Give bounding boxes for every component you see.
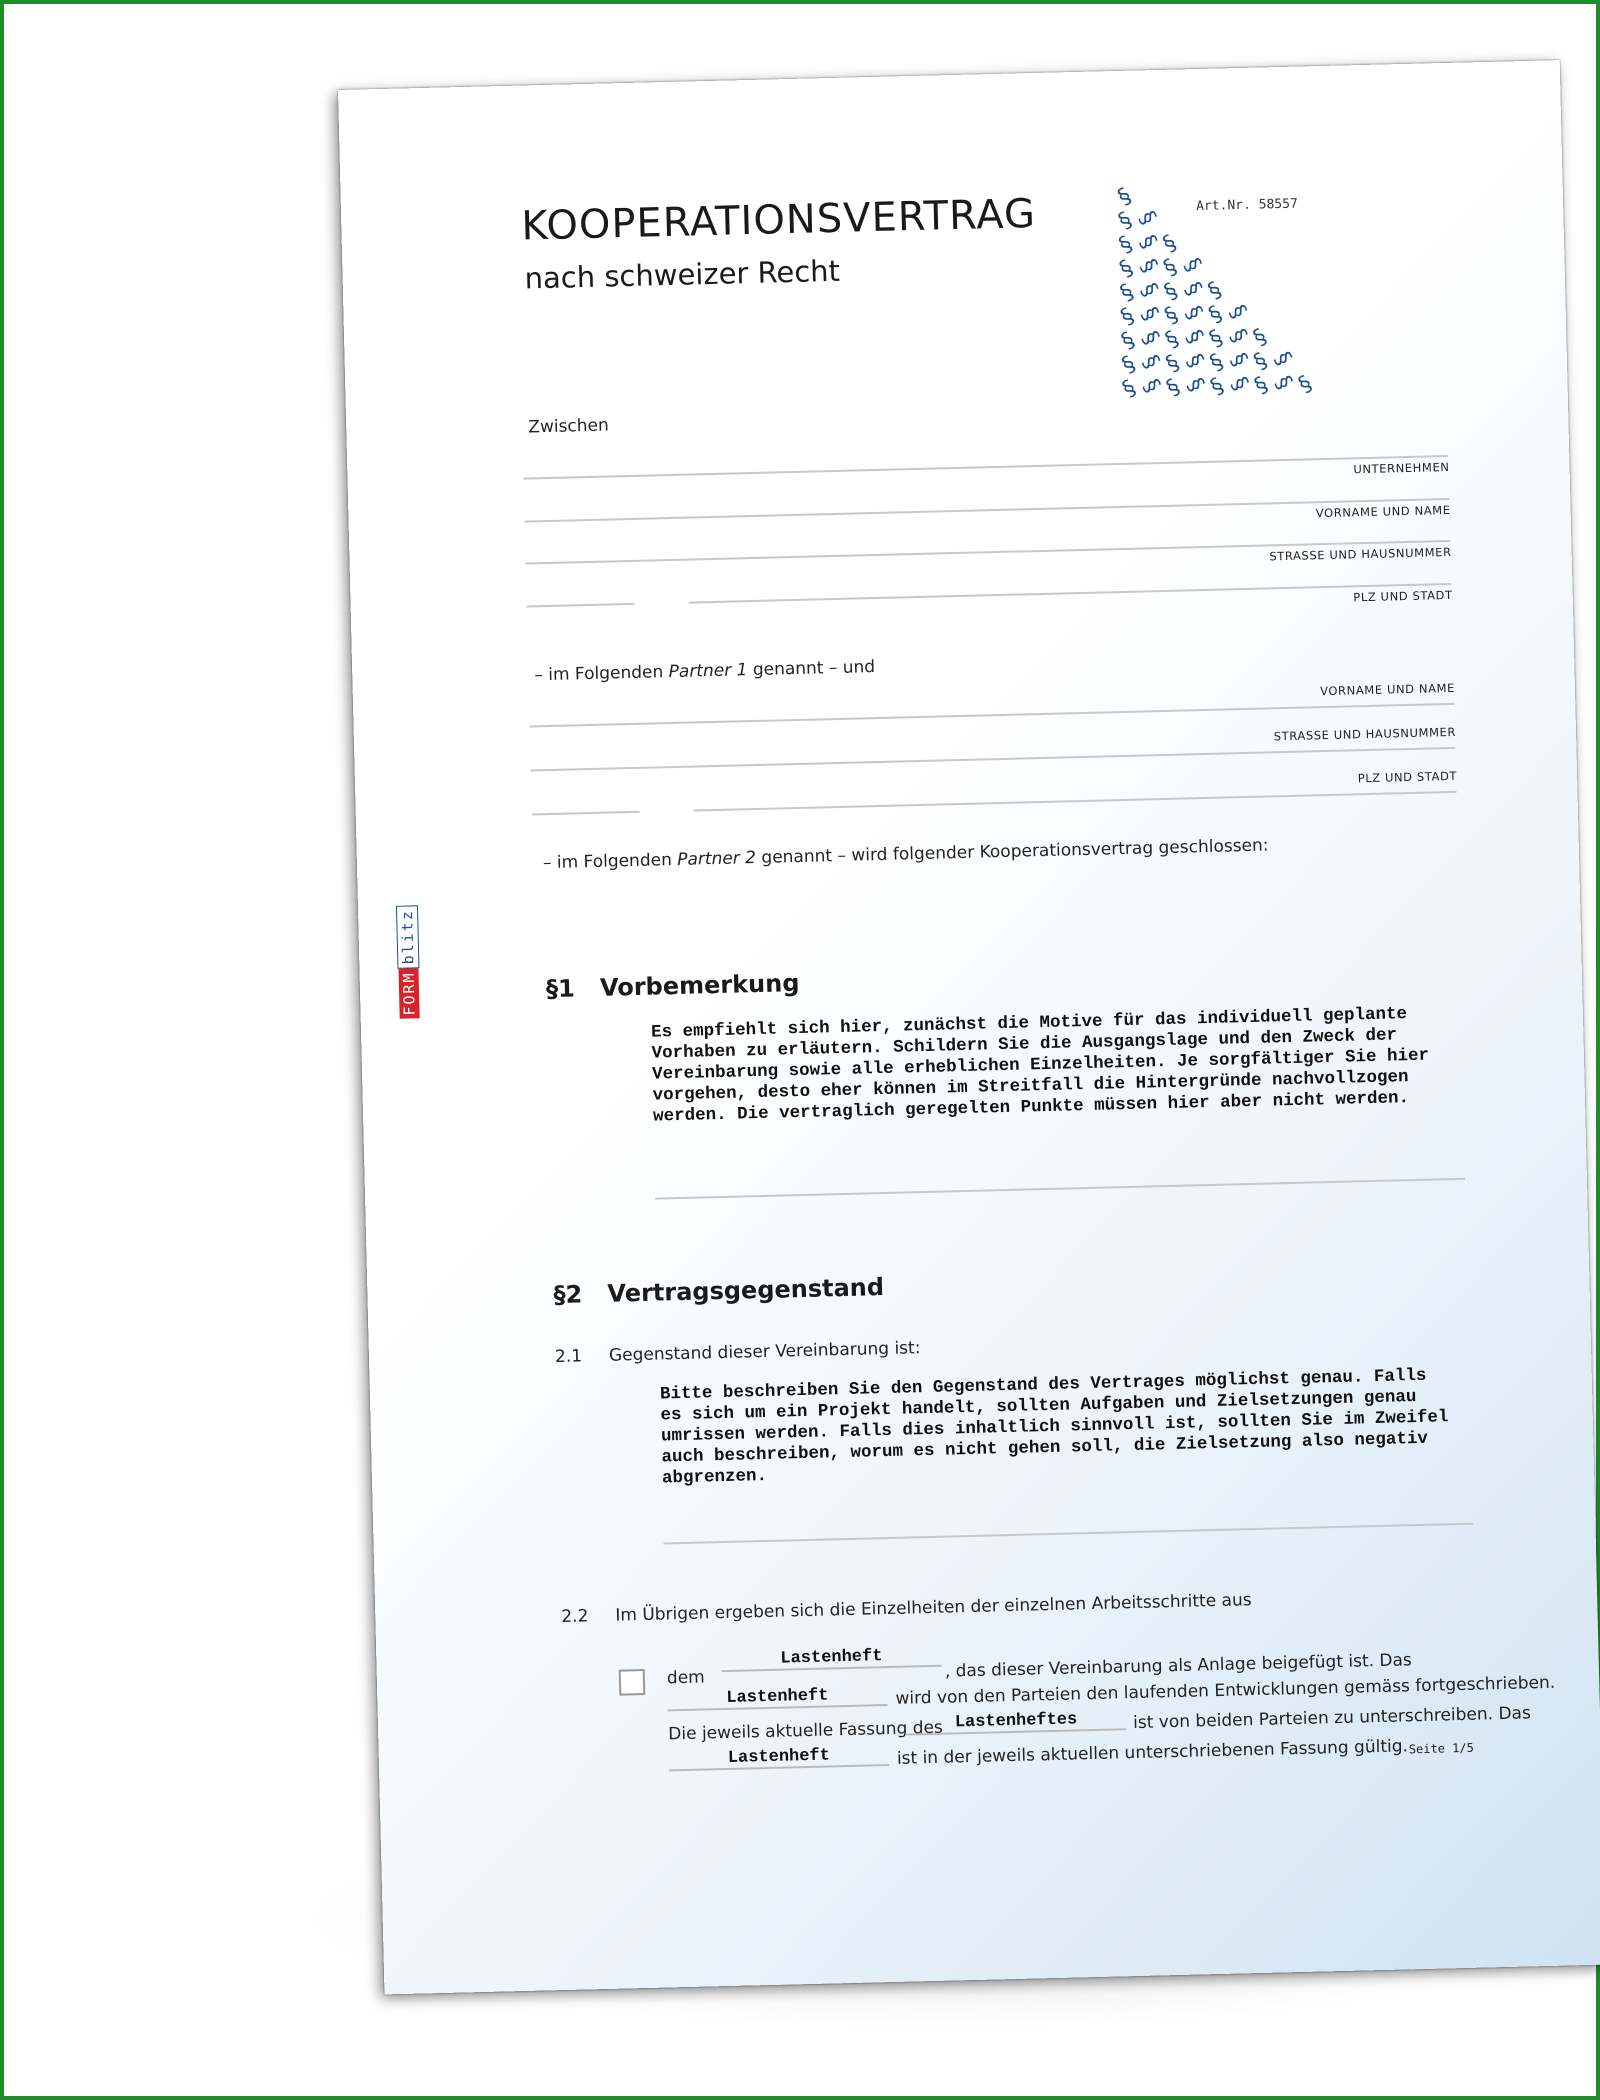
paragraph-glyph: § [1133, 207, 1161, 230]
paragraph-glyph: § [1158, 230, 1182, 258]
paragraph-glyph: § [1180, 325, 1208, 349]
paragraph-glyph: § [1137, 350, 1165, 374]
paragraph-glyph: § [1134, 231, 1162, 254]
clause-2-2-text-3b: ist von beiden Parteien zu unterschreiben. Das [1132, 1703, 1532, 1734]
field-line[interactable] [664, 1523, 1474, 1545]
paragraph-glyph: § [1181, 349, 1209, 373]
clause-2-2-dem: dem [666, 1667, 705, 1689]
clause-2-2-label: Im Übrigen ergeben sich die Einzelheiten der einzelnen Arbeitsschritte aus [615, 1590, 1252, 1626]
paragraph-glyph: § [1116, 303, 1139, 331]
section1-title: Vorbemerkung [599, 968, 800, 1002]
field-caption-zip-city: PLZ UND STADT [1353, 587, 1453, 605]
section2-title: Vertragsgegenstand [607, 1273, 885, 1308]
clause-2-2-text-3a: Die jeweils aktuelle Fassung des [668, 1717, 944, 1745]
paragraph-glyph: § [1136, 326, 1164, 350]
lastenheft-field-1[interactable]: Lastenheft [721, 1646, 941, 1672]
paragraph-glyph: § [1136, 302, 1164, 326]
paragraph-glyph: § [1117, 327, 1140, 355]
field-caption-name: VORNAME UND NAME [1319, 680, 1456, 699]
paragraph-glyph: § [1250, 372, 1273, 400]
paragraph-glyph: § [1206, 373, 1229, 401]
paragraph-glyph: § [1113, 183, 1137, 211]
field-line-zip[interactable] [527, 603, 635, 608]
paragraph-glyph: § [1179, 277, 1207, 301]
paragraph-glyph: § [1159, 278, 1183, 306]
paragraph-glyph: § [1205, 325, 1228, 353]
paragraph-glyph: § [1162, 374, 1185, 402]
clause-2-2-number: 2.2 [561, 1606, 589, 1627]
formblitz-logo: FORMblitz [398, 905, 419, 1019]
paragraph-glyph: § [1179, 301, 1208, 325]
paragraph-glyph: § [1249, 348, 1273, 376]
section2-number: §2 [553, 1280, 583, 1310]
paragraph-glyph: § [1181, 373, 1209, 397]
lastenheft-field-4[interactable]: Lastenheft [669, 1745, 889, 1771]
document-page [338, 60, 1600, 1994]
clause-2-1-text[interactable]: Bitte beschreiben Sie den Gegenstand des Vertrages möglichst genau. Falls es sich um ein Projekt handelt, sollten Aufgaben und Zielsetzungen genau umrissen werden. Falls dies inhaltlich sinnvoll ist, sollten Sie im Zweifel auch beschreiben, worum es nicht gehen soll, die Zielsetzung also negativ abgrenzen. [659, 1365, 1449, 1489]
paragraph-glyph: § [1204, 301, 1227, 329]
section1-number: §1 [545, 974, 576, 1004]
field-caption-street: STRASSE UND HAUSNUMMER [1269, 544, 1452, 564]
paragraph-glyph: § [1161, 350, 1185, 378]
paragraph-glyph: § [1114, 231, 1138, 259]
field-caption-name: VORNAME UND NAME [1315, 502, 1451, 521]
field-line[interactable] [525, 498, 1450, 523]
paragraph-glyph: § [1203, 277, 1227, 305]
option-checkbox[interactable] [619, 1669, 646, 1696]
intro-label: Zwischen [528, 415, 610, 438]
paragraph-glyph: § [1135, 278, 1163, 302]
paragraph-glyph: § [1118, 375, 1141, 403]
paragraph-glyph: § [1115, 279, 1139, 307]
document-subtitle: nach schweizer Recht [524, 253, 841, 296]
paragraph-glyph: § [1269, 347, 1297, 371]
paragraph-glyph: § [1137, 374, 1165, 398]
paragraph-glyph: § [1224, 324, 1252, 348]
field-caption-company: UNTERNEHMEN [1353, 459, 1450, 477]
paragraph-glyph: § [1225, 348, 1253, 372]
paragraph-seal-icon [1110, 176, 1326, 411]
clause-2-2-text-1: , das dieser Vereinbarung als Anlage beigefügt ist. Das [944, 1650, 1413, 1682]
paragraph-glyph: § [1160, 302, 1183, 330]
paragraph-glyph: § [1159, 254, 1182, 282]
paragraph-glyph: § [1249, 324, 1272, 352]
article-number: Art.Nr. 58557 [1195, 196, 1299, 215]
paragraph-glyph: § [1114, 207, 1137, 235]
paragraph-glyph: § [1117, 351, 1141, 379]
field-line-city[interactable] [694, 791, 1457, 812]
partner2-note: – im Folgenden Partner 2 genannt – wird folgender Kooperationsvertrag geschlossen: [542, 835, 1269, 874]
clause-2-1-label: Gegenstand dieser Vereinbarung ist: [608, 1338, 921, 1366]
clause-2-2-text-4: ist in der jeweils aktuellen unterschriebenen Fassung gültig. [896, 1736, 1409, 1769]
paragraph-glyph: § [1223, 300, 1252, 324]
paragraph-glyph: § [1225, 372, 1253, 396]
field-line[interactable] [530, 703, 1455, 728]
field-line[interactable] [655, 1178, 1465, 1200]
clause-2-1-number: 2.1 [554, 1346, 583, 1368]
paragraph-glyph: § [1178, 253, 1206, 277]
lastenheft-field-2[interactable]: Lastenheft [667, 1685, 887, 1711]
lastenheft-field-3[interactable]: Lastenheftes [906, 1709, 1126, 1735]
field-line[interactable] [524, 455, 1449, 480]
section1-text[interactable]: Es empfiehlt sich hier, zunächst die Motive für das individuell geplante Vorhaben zu erläutern. Schildern Sie die Ausgangslage und den Zweck der Vereinbarung sowie alle erheblichen Einzelheiten. Je sorgfältiger Sie hier vorgehen, desto eher können im Streitfall die Hintergründe nachvollzogen werden. Die vertraglich geregelten Punkte müssen hier aber nicht werden. [650, 1004, 1430, 1127]
clause-2-2-text-2: wird von den Parteien den laufenden Entwicklungen gemäss fortgeschrieben. [895, 1672, 1556, 1709]
page-number: Seite 1/5 [1408, 1740, 1475, 1757]
paragraph-glyph: § [1269, 371, 1297, 395]
paragraph-glyph: § [1294, 371, 1317, 399]
field-caption-street: STRASSE UND HAUSNUMMER [1273, 724, 1457, 744]
field-line-city[interactable] [689, 583, 1452, 604]
partner1-note: – im Folgenden Partner 1 genannt – und [534, 657, 876, 686]
paragraph-glyph: § [1115, 255, 1138, 283]
paragraph-glyph: § [1134, 254, 1162, 278]
field-caption-zip-city: PLZ UND STADT [1357, 768, 1458, 786]
paragraph-glyph: § [1161, 326, 1184, 354]
field-line[interactable] [531, 747, 1456, 772]
paragraph-glyph: § [1205, 349, 1229, 377]
document-title: KOOPERATIONSVERTRAG [520, 190, 1037, 250]
field-line-zip[interactable] [532, 811, 640, 816]
